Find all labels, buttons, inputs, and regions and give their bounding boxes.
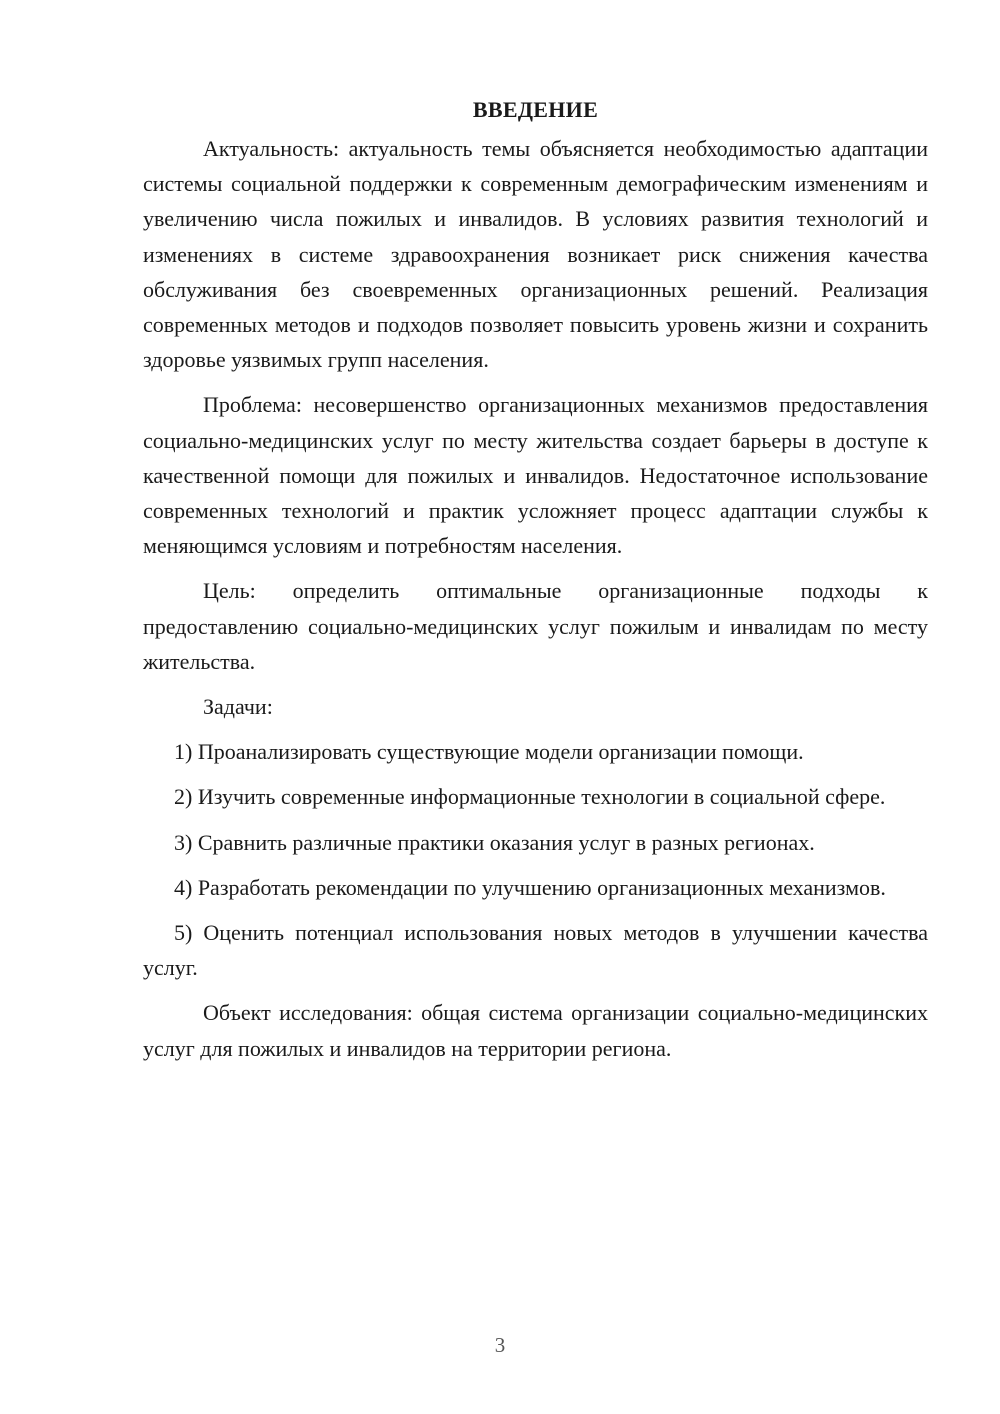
- object-paragraph: Объект исследования: общая система организации социально-медицинских услуг для пожилых и инвалидов на территории региона.: [143, 1000, 928, 1061]
- goal-paragraph: Цель: определить оптимальные организационные подходы к предоставлению социально-медицинских услуг пожилым и инвалидам по месту жительства.: [143, 578, 928, 674]
- relevance-paragraph: Актуальность: актуальность темы объясняется необходимостью адаптации системы социальной поддержки к современным демографическим изменениям и увеличению числа пожилых и инвалидов. В условиях развития технологий и изменениях в системе здравоохранения возникает риск снижения качества обслуживания без своевременных организационных решений. Реализация современных методов и подходов позволяет повысить уровень жизни и сохранить здоровье уязвимых групп населения.: [143, 136, 928, 373]
- tasks-label: Задачи:: [203, 694, 273, 720]
- task-item-3: 3) Сравнить различные практики оказания услуг в разных регионах.: [174, 829, 815, 855]
- task-item-2: 2) Изучить современные информационные технологии в социальной сфере.: [174, 784, 886, 810]
- problem-paragraph: Проблема: несовершенство организационных механизмов предоставления социально-медицинских услуг по месту жительства создает барьеры в доступе к качественной помощи для пожилых и инвалидов. Недостаточное использование современных технологий и практик усложняет процесс адаптации службы к меняющимся условиям и потребностям населения.: [143, 392, 928, 559]
- task-item-1: 1) Проанализировать существующие модели организации помощи.: [174, 739, 804, 765]
- task-item-4: 4) Разработать рекомендации по улучшению организационных механизмов.: [174, 874, 886, 900]
- section-heading: ВВЕДЕНИЕ: [472, 97, 599, 122]
- task-item-5: 5) Оценить потенциал использования новых методов в улучшении качества услуг.: [143, 920, 928, 981]
- document-page: [143, 92, 928, 1076]
- page-number: 3: [494, 1333, 506, 1357]
